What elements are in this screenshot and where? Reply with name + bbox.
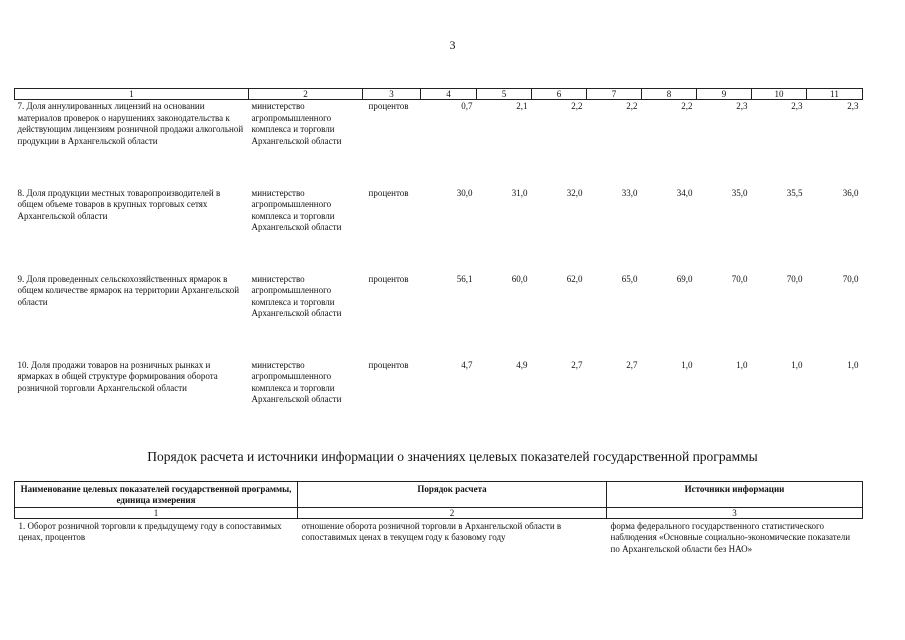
value-cell: 1,0	[681, 359, 693, 370]
indicators-table	[14, 88, 863, 439]
value-cell: 30,0	[456, 187, 473, 198]
value-cell: 33,0	[621, 187, 638, 198]
value-cell: 2,3	[791, 101, 803, 111]
unit: процентов	[368, 187, 409, 198]
value-cell: 56,1	[456, 273, 473, 284]
value-cell: 62,0	[566, 273, 583, 284]
value-cell: 2,1	[516, 101, 528, 111]
table-header-row	[15, 89, 863, 100]
value-cell: 2,3	[736, 101, 748, 111]
responsible-org: министерство агропромышленного комплекса и торговли Архангельской области	[251, 187, 342, 233]
responsible-org: министерство агропромышленного комплекса и торговли Архангельской области	[251, 359, 342, 405]
table-row	[15, 187, 863, 273]
table-row	[15, 273, 863, 359]
indicator-name: 7. Доля аннулированных лицензий на основании материалов проверок о нарушениях законодательства к действующим лицензиям розничной продажи алкогольной продукции в Архангельской области	[17, 101, 244, 146]
value-cell: 70,0	[731, 273, 748, 284]
col-number: 3	[607, 507, 863, 518]
value-cell: 60,0	[511, 273, 528, 284]
value-cell: 2,3	[847, 101, 859, 111]
value-cell: 2,7	[626, 359, 638, 370]
value-cell: 2,7	[571, 359, 583, 370]
responsible-org: министерство агропромышленного комплекса и торговли Архангельской области	[251, 273, 342, 319]
value-cell: 32,0	[566, 187, 583, 198]
responsible-org: министерство агропромышленного комплекса и торговли Архангельской области	[251, 101, 342, 146]
section-heading: Порядок расчета и источники информации о значениях целевых показателей государственной программы	[147, 449, 758, 464]
col-header: 2	[249, 89, 363, 100]
indicator-name: 8. Доля продукции местных товаропроизводителей в общем объеме товаров в крупных торговых сетях Архангельской области	[17, 187, 221, 221]
value-cell: 4,9	[516, 359, 528, 370]
unit: процентов	[368, 273, 409, 284]
col-header: 1	[15, 89, 249, 100]
value-cell: 35,0	[731, 187, 748, 198]
value-cell: 2,2	[571, 101, 583, 111]
value-cell: 2,2	[626, 101, 638, 111]
column-number-row	[15, 507, 863, 518]
value-cell: 70,0	[786, 273, 803, 284]
value-cell: 70,0	[842, 273, 859, 284]
col-header: 5	[477, 89, 532, 100]
unit: процентов	[368, 359, 409, 370]
table-row	[15, 359, 863, 439]
value-cell: 69,0	[676, 273, 693, 284]
col-header: 7	[587, 89, 642, 100]
value-cell: 34,0	[676, 187, 693, 198]
value-cell: 1,0	[847, 359, 859, 370]
col-header: 4	[421, 89, 477, 100]
col-number: 2	[298, 507, 607, 518]
col-number: 1	[15, 507, 298, 518]
unit: процентов	[368, 101, 409, 111]
col-header: Порядок расчета	[298, 482, 607, 508]
table-row	[15, 518, 863, 555]
col-header: Наименование целевых показателей государственной программы, единица измерения	[15, 482, 298, 508]
value-cell: 1,0	[791, 359, 803, 370]
calculation-method: отношение оборота розничной торговли в Архангельской области в сопоставимых ценах в текущем году к базовому году	[301, 520, 562, 543]
value-cell: 1,0	[736, 359, 748, 370]
page-number: 3	[449, 38, 456, 52]
col-header: 6	[532, 89, 587, 100]
indicator-name: 9. Доля проведенных сельскохозяйственных ярмарок в общем количестве ярмарок на территории Архангельской области	[17, 273, 240, 307]
information-source: форма федерального государственного статистического наблюдения «Основные социально-экономические показатели по Архангельской области без НАО»	[610, 520, 851, 554]
table-row	[15, 100, 863, 187]
value-cell: 4,7	[461, 359, 473, 370]
calculation-table	[14, 481, 863, 555]
col-header: 3	[363, 89, 421, 100]
value-cell: 36,0	[842, 187, 859, 198]
value-cell: 35,5	[786, 187, 803, 198]
col-header: 8	[642, 89, 697, 100]
value-cell: 0,7	[461, 101, 473, 111]
indicator-name: 10. Доля продажи товаров на розничных рынках и ярмарках в общей структуре формирования оборота розничной торговли Архангельской области	[17, 359, 218, 393]
col-header: 10	[752, 89, 807, 100]
value-cell: 31,0	[511, 187, 528, 198]
col-header: 11	[807, 89, 863, 100]
col-header: Источники информации	[607, 482, 863, 508]
table-header-row	[15, 482, 863, 508]
value-cell: 2,2	[681, 101, 693, 111]
value-cell: 65,0	[621, 273, 638, 284]
col-header: 9	[697, 89, 752, 100]
indicator-name: 1. Оборот розничной торговли к предыдущему году в сопоставимых ценах, процентов	[18, 520, 282, 543]
